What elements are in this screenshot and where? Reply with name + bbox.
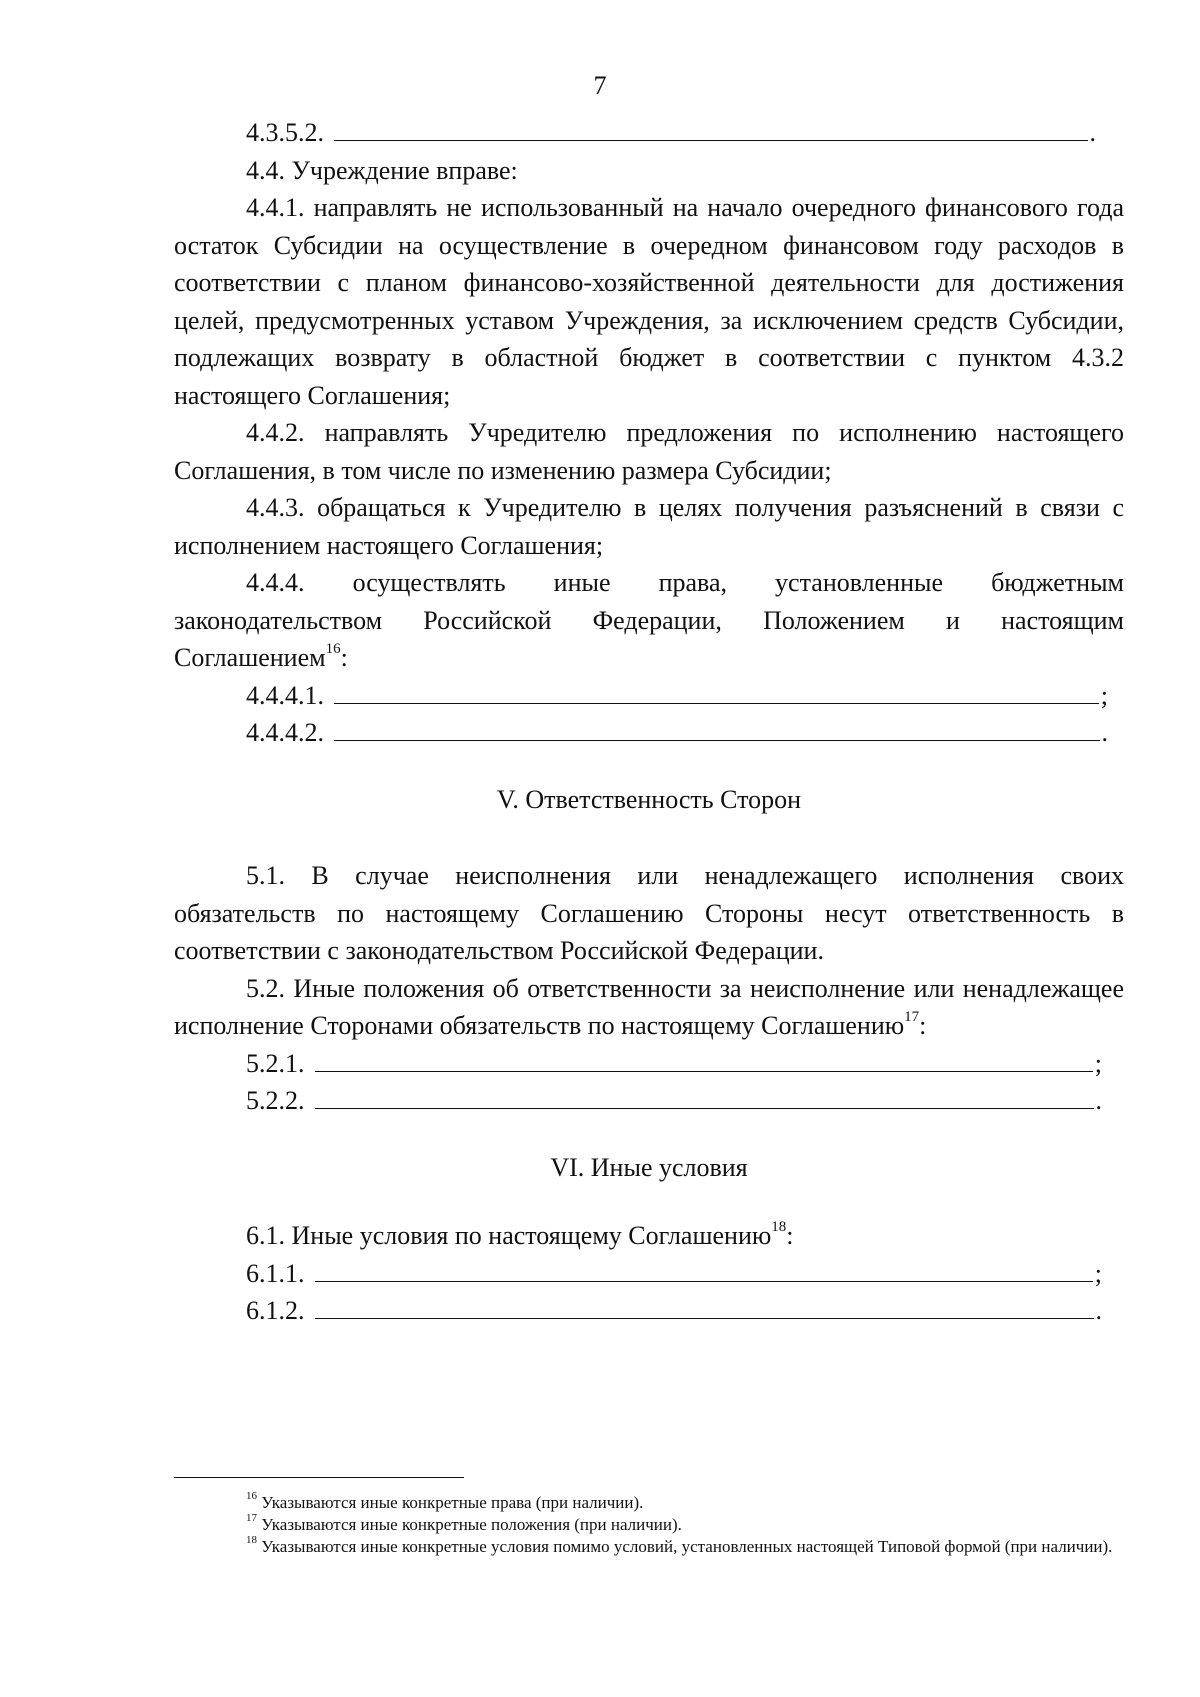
- clause-4-4-2: 4.4.2. направлять Учредителю предложения по исполнению настоящего Соглашения, в том числе по изменению размера Субсидии;: [174, 418, 1124, 485]
- blank-line-6-1-1: [174, 1255, 1124, 1293]
- line-end-punct: ;: [1100, 680, 1108, 710]
- footnote-16: [174, 1492, 1124, 1514]
- clause-text: 5.2. Иные положения об ответственности за неисполнение или ненадлежащее исполнение Сторонами обязательств по настоящему Соглашению: [174, 973, 1124, 1040]
- line-end-punct: ;: [1094, 1048, 1102, 1078]
- footnote-number: 17: [246, 1512, 257, 1525]
- blank-line-5-2-1: [174, 1045, 1124, 1083]
- clause-5-2: [174, 970, 1124, 1045]
- line-end-punct: .: [1089, 118, 1096, 147]
- footnote-ref-18: 18: [771, 1219, 787, 1236]
- clause-5-1: 5.1. В случае неисполнения или ненадлежащего исполнения своих обязательств по настоящему Соглашению Стороны несут ответственность в соответствии с законодательством Российской Федерации.: [174, 861, 1124, 965]
- clause-4-4-3: 4.4.3. обращаться к Учредителю в целях получения разъяснений в связи с исполнением настоящего Соглашения;: [174, 493, 1124, 560]
- clause-text: 4.4.4. осуществлять иные права, установленные бюджетным законодательством Российской Федерации, Положением и настоящим Соглашением: [174, 568, 1124, 672]
- footnote-ref-17: 17: [904, 1009, 920, 1026]
- line-end-punct: .: [1095, 1086, 1102, 1115]
- line-end-punct: .: [1095, 1296, 1102, 1325]
- clause-6-1: [174, 1217, 1124, 1255]
- blank-line-4-4-4-1: [174, 677, 1124, 715]
- clause-4-4: 4.4. Учреждение вправе:: [246, 155, 518, 185]
- footnote-text: Указываются иные конкретные положения (при наличии).: [257, 1515, 682, 1534]
- fill-in-line: [315, 1047, 1093, 1072]
- footnote-ref-16: 16: [325, 641, 341, 658]
- item-number: 4.3.5.2.: [246, 118, 324, 147]
- item-number: 6.1.1.: [246, 1258, 305, 1288]
- fill-in-line: [315, 1084, 1094, 1109]
- item-number: 5.2.1.: [246, 1048, 305, 1078]
- fill-in-line: [334, 716, 1100, 741]
- clause-4-4-1: 4.4.1. направлять не использованный на начало очередного финансового года остаток Субсидии на осуществление в очередном финансовом году расходов в соответствии с планом финансово-хозяйственной деятельности для достижения целей, предусмотренных уставом Учреждения, за исключением средств Субсидии, подлежащих возврату в областной бюджет в соответствии с пунктом 4.3.2 настоящего Соглашения;: [174, 193, 1124, 410]
- item-number: 6.1.2.: [246, 1296, 305, 1325]
- blank-line-6-1-2: [174, 1292, 1124, 1330]
- footnote-text: Указываются иные конкретные права (при наличии).: [257, 1493, 644, 1512]
- footnote-separator: [174, 1477, 464, 1478]
- clause-text: 6.1. Иные условия по настоящему Соглашению: [246, 1221, 772, 1250]
- clause-tail: :: [786, 1221, 794, 1250]
- clause-tail: :: [340, 643, 348, 672]
- footnotes: [174, 1492, 1124, 1558]
- blank-line-4-3-5-2: [174, 114, 1124, 152]
- footnote-17: [174, 1514, 1124, 1536]
- item-number: 4.4.4.1.: [246, 680, 324, 710]
- fill-in-line: [334, 679, 1099, 704]
- item-number: 4.4.4.2.: [246, 718, 324, 747]
- document-body: [174, 114, 1124, 1330]
- fill-in-line: [315, 1257, 1093, 1282]
- line-end-punct: .: [1101, 718, 1108, 747]
- fill-in-line: [315, 1294, 1094, 1319]
- blank-line-5-2-2: [174, 1082, 1124, 1120]
- footnote-18: [174, 1536, 1124, 1558]
- clause-4-4-4: [174, 564, 1124, 677]
- page-number: 7: [593, 71, 607, 100]
- blank-line-4-4-4-2: [174, 714, 1124, 752]
- clause-tail: :: [919, 1011, 927, 1040]
- footnote-text: Указываются иные конкретные условия помимо условий, установленных настоящей Типовой формой (при наличии).: [257, 1537, 1113, 1556]
- line-end-punct: ;: [1094, 1258, 1102, 1288]
- footnote-number: 18: [246, 1534, 257, 1547]
- section-6-heading: VI. Иные условия: [550, 1152, 748, 1182]
- section-5-heading: V. Ответственность Сторон: [496, 784, 802, 814]
- footnote-number: 16: [246, 1490, 257, 1503]
- fill-in-line: [334, 116, 1088, 141]
- item-number: 5.2.2.: [246, 1086, 305, 1115]
